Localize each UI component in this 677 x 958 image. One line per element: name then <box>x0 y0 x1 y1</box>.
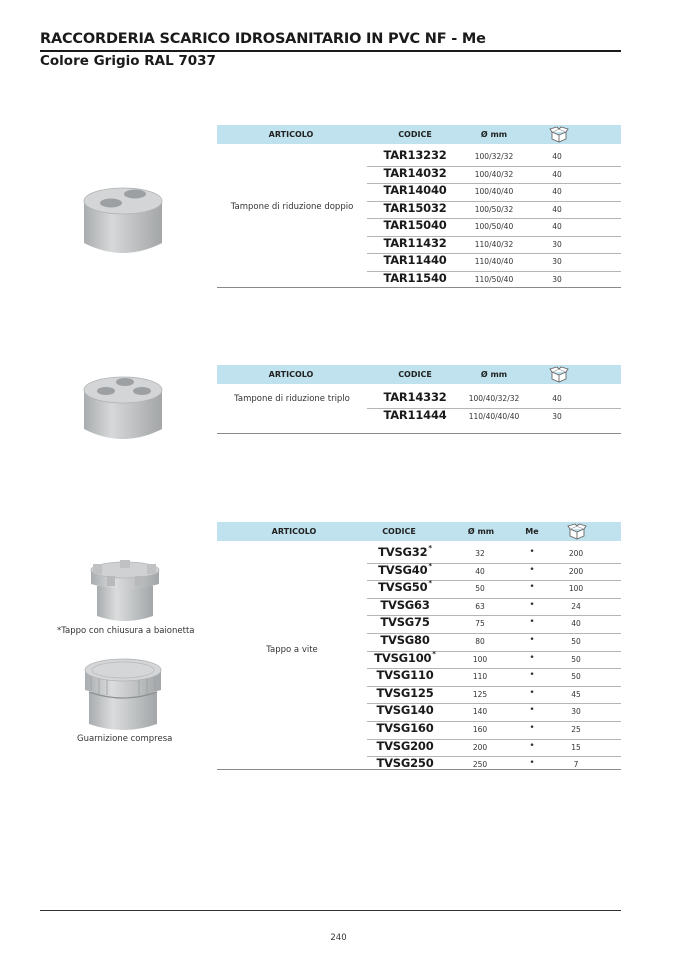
page-number: 240 <box>330 933 347 943</box>
pack-quantity: 24 <box>571 601 581 611</box>
table-row <box>367 166 621 185</box>
table-row <box>367 218 621 237</box>
product-code: TAR11540 <box>383 270 447 285</box>
me-marker: • <box>529 635 535 645</box>
table-row <box>367 563 621 582</box>
product-code: TAR14032 <box>383 165 447 180</box>
diameter-value: 100/50/40 <box>474 222 514 231</box>
me-marker: • <box>529 740 535 751</box>
product-code: TAR11432 <box>383 235 447 250</box>
pack-quantity: 50 <box>571 637 581 646</box>
pack-quantity: 45 <box>571 689 581 699</box>
product-code: TVSG75 <box>380 615 430 630</box>
diameter-value: 110/40/40 <box>474 257 514 266</box>
product-code: TVSG160 <box>376 721 434 735</box>
me-marker: • <box>529 723 535 733</box>
table-row <box>367 236 621 255</box>
product-code: TVSG200 <box>376 738 434 753</box>
diameter-value: 32 <box>475 549 485 558</box>
page-subtitle: Colore Grigio RAL 7037 <box>40 53 216 69</box>
article-label: Tampone di riduzione doppio <box>230 202 354 212</box>
product-code: TVSG63 <box>380 597 430 612</box>
table-row <box>367 668 621 687</box>
table-row <box>367 183 621 202</box>
product-code: TVSG125 <box>376 685 434 700</box>
title-divider <box>40 50 621 52</box>
table-row <box>367 756 621 774</box>
diameter-value: 160 <box>472 725 488 734</box>
table-row <box>367 271 621 289</box>
box-icon <box>567 523 587 540</box>
product-code: TAR14332 <box>383 390 447 404</box>
product-code: TVSG80 <box>380 633 430 647</box>
footer-divider <box>40 910 621 911</box>
me-marker: • <box>529 758 535 769</box>
pack-quantity: 40 <box>552 169 562 179</box>
table-row <box>367 633 621 652</box>
bayonet-marker: * <box>428 579 432 588</box>
box-icon <box>549 366 569 383</box>
table-row <box>367 580 621 599</box>
pack-quantity: 30 <box>552 257 562 266</box>
table-row <box>367 253 621 272</box>
table-row <box>367 408 621 426</box>
me-marker: • <box>529 705 535 716</box>
product-code: TAR15040 <box>383 218 447 232</box>
diameter-value: 50 <box>475 584 485 594</box>
product-code: TVSG32* <box>378 544 432 559</box>
me-marker: • <box>529 599 535 610</box>
me-marker: • <box>529 652 535 663</box>
product-code: TAR11440 <box>383 253 447 267</box>
product-code: TAR14040 <box>383 183 447 197</box>
pack-quantity: 30 <box>552 239 562 249</box>
table-triple-reducer <box>217 365 621 434</box>
diameter-value: 63 <box>475 601 485 611</box>
pack-quantity: 30 <box>552 274 562 284</box>
table-body <box>217 384 621 434</box>
product-code: TAR13232 <box>383 148 447 162</box>
pack-quantity: 30 <box>571 707 581 717</box>
diameter-value: 140 <box>472 707 488 717</box>
table-row <box>367 545 621 564</box>
diameter-value: 125 <box>472 689 488 699</box>
table-row <box>367 739 621 758</box>
gasket-note: Guarnizione compresa <box>77 734 173 744</box>
diameter-value: 100/40/32 <box>474 169 514 179</box>
pack-quantity: 50 <box>571 654 581 664</box>
col-me: Me <box>525 527 539 536</box>
table-row <box>367 686 621 705</box>
diameter-value: 110 <box>472 672 488 682</box>
diameter-value: 100/32/32 <box>474 152 514 161</box>
col-articolo: ARTICOLO <box>268 130 314 139</box>
col-codice: CODICE <box>398 130 432 139</box>
me-marker: • <box>529 687 535 698</box>
col-codice: CODICE <box>398 370 432 379</box>
table-row <box>367 651 621 670</box>
diameter-value: 100/50/32 <box>474 204 514 214</box>
diameter-value: 40 <box>475 566 485 576</box>
table-row <box>367 201 621 220</box>
screw-cap-image <box>83 656 163 732</box>
col-articolo: ARTICOLO <box>268 370 314 379</box>
pack-quantity: 40 <box>552 187 562 196</box>
product-code: TVSG40* <box>378 561 432 577</box>
product-code: TVSG250 <box>376 756 434 771</box>
article-label: Tappo a vite <box>266 645 318 655</box>
page-title: RACCORDERIA SCARICO IDROSANITARIO IN PVC NF - Me <box>40 31 486 47</box>
pack-quantity: 7 <box>573 760 579 770</box>
pack-quantity: 100 <box>568 584 584 594</box>
col-diameter: Ø mm <box>480 370 508 379</box>
pack-quantity: 40 <box>552 394 562 403</box>
pack-quantity: 40 <box>552 152 562 161</box>
triple-reducer-cap-image <box>82 371 164 445</box>
product-code: TVSG140 <box>376 703 434 718</box>
table-screw-cap <box>217 522 621 770</box>
pack-quantity: 15 <box>571 742 581 752</box>
diameter-value: 100/40/40 <box>474 187 514 196</box>
diameter-value: 110/50/40 <box>474 274 514 284</box>
me-marker: • <box>529 547 535 557</box>
diameter-value: 200 <box>472 742 488 752</box>
table-header <box>217 522 621 541</box>
product-code: TAR11444 <box>383 408 447 422</box>
product-code: TAR15032 <box>383 200 447 215</box>
table-double-reducer <box>217 125 621 288</box>
col-articolo: ARTICOLO <box>271 527 317 536</box>
diameter-value: 110/40/40/40 <box>468 412 520 421</box>
table-row <box>367 148 621 167</box>
table-body <box>217 144 621 288</box>
double-reducer-cap-image <box>82 181 164 259</box>
bayonet-note: *Tappo con chiusura a baionetta <box>57 626 195 636</box>
product-code: TVSG100* <box>374 649 436 665</box>
pack-quantity: 25 <box>571 725 581 734</box>
table-row <box>367 615 621 634</box>
bayonet-cap-image <box>89 560 161 622</box>
pack-quantity: 40 <box>552 204 562 214</box>
pack-quantity: 40 <box>552 222 562 231</box>
me-marker: • <box>529 617 535 628</box>
pack-quantity: 50 <box>571 672 581 682</box>
diameter-value: 75 <box>475 619 485 629</box>
me-marker: • <box>529 582 535 593</box>
pack-quantity: 30 <box>552 412 562 421</box>
col-diameter: Ø mm <box>480 130 508 139</box>
diameter-value: 110/40/32 <box>474 239 514 249</box>
bayonet-marker: * <box>428 561 432 570</box>
table-row <box>367 721 621 740</box>
me-marker: • <box>529 670 535 681</box>
table-body <box>217 541 621 770</box>
col-codice: CODICE <box>382 527 416 536</box>
bayonet-marker: * <box>428 544 432 552</box>
article-label: Tampone di riduzione triplo <box>234 394 350 404</box>
product-code: TVSG110 <box>376 668 434 683</box>
pack-quantity: 40 <box>571 619 581 629</box>
col-diameter: Ø mm <box>467 527 495 536</box>
diameter-value: 100 <box>472 654 488 664</box>
product-code: TVSG50* <box>378 579 432 595</box>
me-marker: • <box>529 564 535 575</box>
bayonet-marker: * <box>432 649 436 658</box>
diameter-value: 80 <box>475 637 485 646</box>
table-row <box>367 390 621 409</box>
table-header <box>217 125 621 144</box>
diameter-value: 250 <box>472 760 488 770</box>
diameter-value: 100/40/32/32 <box>468 394 520 403</box>
box-icon <box>549 126 569 143</box>
table-row <box>367 598 621 617</box>
table-row <box>367 703 621 722</box>
pack-quantity: 200 <box>568 566 584 576</box>
pack-quantity: 200 <box>568 549 584 558</box>
table-header <box>217 365 621 384</box>
